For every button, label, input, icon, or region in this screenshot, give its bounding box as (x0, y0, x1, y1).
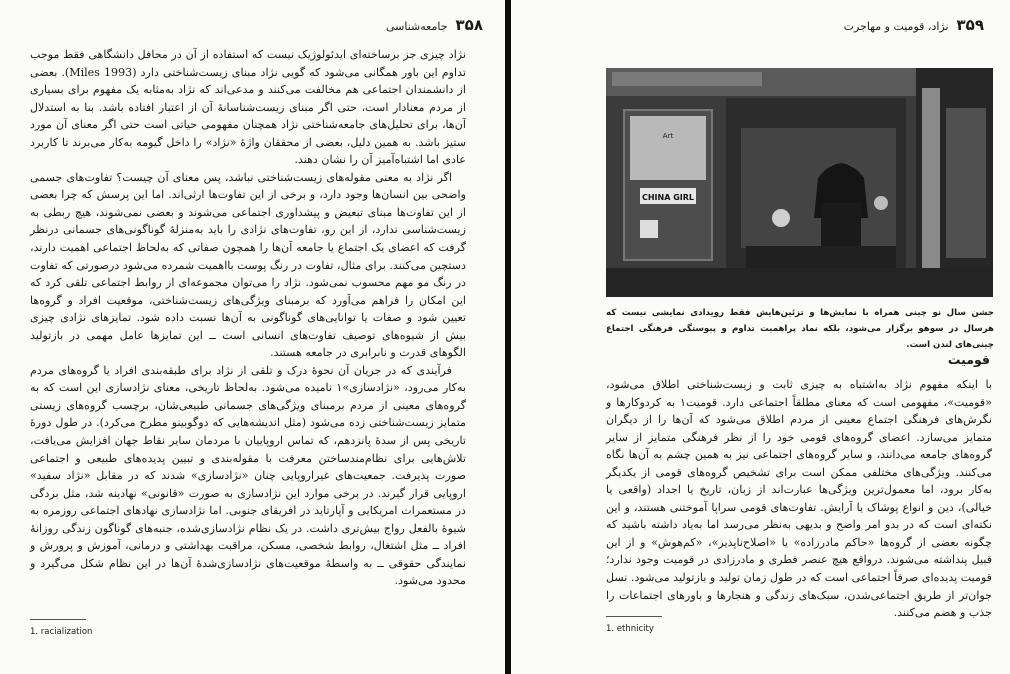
right-page-header (844, 16, 984, 34)
left-running-title: جامعه‌شناسی (386, 20, 448, 33)
left-footnote: 1. racialization (30, 627, 93, 637)
svg-text:Art: Art (662, 132, 674, 140)
left-page-header (386, 16, 483, 34)
section-heading: قومیت (947, 352, 990, 367)
right-footnote: 1. ethnicity (606, 624, 654, 634)
footnote-divider (606, 616, 662, 617)
footnote-divider (30, 619, 86, 620)
left-body-text (30, 46, 466, 590)
right-page-number: ۳۵۹ (956, 16, 984, 34)
right-body-text (606, 376, 992, 622)
photo-chinese-new-year (606, 68, 993, 297)
photo-caption: جشن سال نو چینی همراه با نمایش‌ها و تزئین‌هایش فقط رویدادی نمایشی نیست که هرسال در سوهو برگزار می‌شود، بلکه نماد پراهمیت تداوم و پیوستگی فرهنگی اجتماع چینی‌های لندن است. (606, 308, 994, 350)
photo-image (606, 68, 993, 297)
left-page-number: ۳۵۸ (455, 16, 483, 34)
right-page (511, 0, 1010, 674)
paragraph: با اینکه مفهوم نژاد به‌اشتباه به چیزی ثابت و زیست‌شناختی اطلاق می‌شود، «قومیت»، مفهومی است که معنای مطلقاً اجتماعی دارد. قومیت۱ به کردوکارها و نگرش‌های فرهنگی اجتماع معینی از مردم اطلاق می‌شود که آن‌ها را از دیگران متمایز می‌سازد. اعضای گروه‌های قومی خود را از نظر فرهنگی متمایز از سایر گروه‌های جامعه می‌دانند، و سایر گروه‌های اجتماعی نیز به همین چشم به آن‌ها نگاه می‌کنند. ویژگی‌های مختلفی ممکن است برای تشخیص گروه‌های قومی از یکدیگر به‌کار برود، اما معمول‌ترین ویژگی‌ها عبارت‌اند از زبان، تاریخ یا اجداد (واقعی یا خیالی)، دین و انواع پوشاک یا آرایش. تفاوت‌های قومی سراپا آموختنی هستند، و این نکته‌ای است که در بدو امر واضح و بدیهی به‌نظر می‌رسد اما به‌یاد داشته باشید که چگونه بعضی از گروه‌ها «حاکم مادرزاده» یا «اصلاح‌ناپذیر»، «کم‌هوش» و از این قبیل پنداشته می‌شوند. درواقع هیچ عنصر فطری و مادرزادی در قومیت وجود ندارد؛ قومیت پدیده‌ای صرفاً اجتماعی است که در طول زمان تولید و بازتولید می‌شود. نسل جوان‌تر از طریق اجتماعی‌شدن، سبک‌های زندگی و هنجارها و باورهای اجتماعات را جذب و هضم می‌کنند. (606, 378, 992, 620)
right-running-title: نژاد، قومیت و مهاجرت (843, 20, 949, 33)
paragraph: فرآیندی که در جریان آن نحوهٔ درک و تلقی از نژاد برای طبقه‌بندی افراد یا گروه‌های مردم به‌کار می‌رود، «نژادسازی»۱ نامیده می‌شود. به‌لحاظ تاریخی، معنای نژادسازی این است که به گروه‌های معینی از مردم برمبنای ویژگی‌های جسمانی طبیعی‌شان، برچسب گروه‌های زیستی متمایز زیست‌شناختی زده می‌شود (مثل اندیشه‌هایی که دوگوبینو مطرح می‌کرد). در طول دورهٔ تاریخی پس از سدهٔ پانزدهم، که تماس اروپاییان با مردمان سایر نقاط جهان افزایش می‌یافت، تلاش‌هایی برای نظام‌مندساختن معرفت با مقوله‌بندی و تبیین پدیده‌های طبیعی و اجتماعی صورت پذیرفت. جمعیت‌های غیراروپایی چنان «نژادسازی» شدند که در مقابل «نژاد سفید» اروپایی قرار گیرند. در برخی موارد این نژادسازی به صورت «قانونی» نهادینه شد، مثل بردگی در مستعمرات امریکایی و آپارتاید در افریقای جنوبی. اما نژادسازی نهادهای اجتماعی روزمره به شیوهٔ بالفعل رواج بیش‌تری داشت. در یک نظام نژادسازی‌شده، جنبه‌های گوناگون زندگی روزانهٔ افراد ــ مثل اشتغال، روابط شخصی، مسکن، مراقبت بهداشتی و درمانی، آموزش و پرورش و نمایندگی حقوقی ــ به واسطهٔ موقعیت‌های نژادسازی‌شدهٔ آن‌ها در این نظام شکل می‌گیرد و محدود می‌شود. (30, 363, 466, 588)
paragraph: نژاد چیزی جز برساخته‌ای ایدئولوژیک نیست که استفاده از آن در محافل دانشگاهی فقط موجب تداوم این باور همگانی می‌شود که گویی نژاد مبنای زیست‌شناختی دارد (Miles 1993). بعضی از دانشمندان اجتماعی هم مخالفت می‌کنند و مدعی‌اند که نژاد به‌مثابه یک مفهوم برای بسیاری از مردم معنادار است، حتی اگر مبنای زیست‌شناسانهٔ آن از اعتبار افتاده باشد. بنا به استدلال آن‌ها، برای تحلیل‌های جامعه‌شناختی نژاد همچنان مفهومی حیاتی است حتی اگر معنای آن مورد ستیز باشد. به همین دلیل، بعضی از محققان واژهٔ «نژاد» را داخل گیومه به‌کار می‌برند تا کاربرد عادی اما اشتباه‌آمیز آن را نشان دهند. (30, 48, 466, 167)
paragraph: اگر نژاد به معنی مقوله‌های زیست‌شناختی نباشد، پس معنای آن چیست؟ تفاوت‌های جسمی واضحی بین انسان‌ها وجود دارد، و برخی از این تفاوت‌ها ارثی‌اند. اما این پرسش که چرا بعضی از این تفاوت‌ها مبنای تبعیض و پیشداوری اجتماعی می‌شوند و بعضی نمی‌شوند، هیچ ربطی به زیست‌شناسی ندارد، از این رو، تفاوت‌های نژادی را باید به‌منزلهٔ گوناگونی‌های جسمانی درنظر گرفت که اعضای یک اجتماع یا جامعه آن‌ها را همچون صفاتی که به‌لحاظ اجتماعی اهمیت دارند، دستچین می‌کنند. برای مثال، تفاوت در رنگ پوست بااهمیت شمرده می‌شود درصورتی که تفاوت در رنگ مو مهم محسوب نمی‌شود. نژاد را می‌توان مجموعه‌ای از روابط اجتماعی تلقی کرد که این امکان را فراهم می‌آورد که برمبنای ویژگی‌های زیست‌شناختی، موقعیت افراد و گروه‌ها تعیین شود و صفات یا توانایی‌های گوناگونی به آن‌ها نسبت داده شود. تمایزهای نژادی چیزی بیش از شیوه‌های توصیف تفاوت‌های انسانی است ــ این تمایزها عامل مهمی در بازتولید الگوهای قدرت و نابرابری در جامعه هستند. (30, 170, 466, 360)
photo-sign: CHINA GIRL (641, 193, 695, 202)
